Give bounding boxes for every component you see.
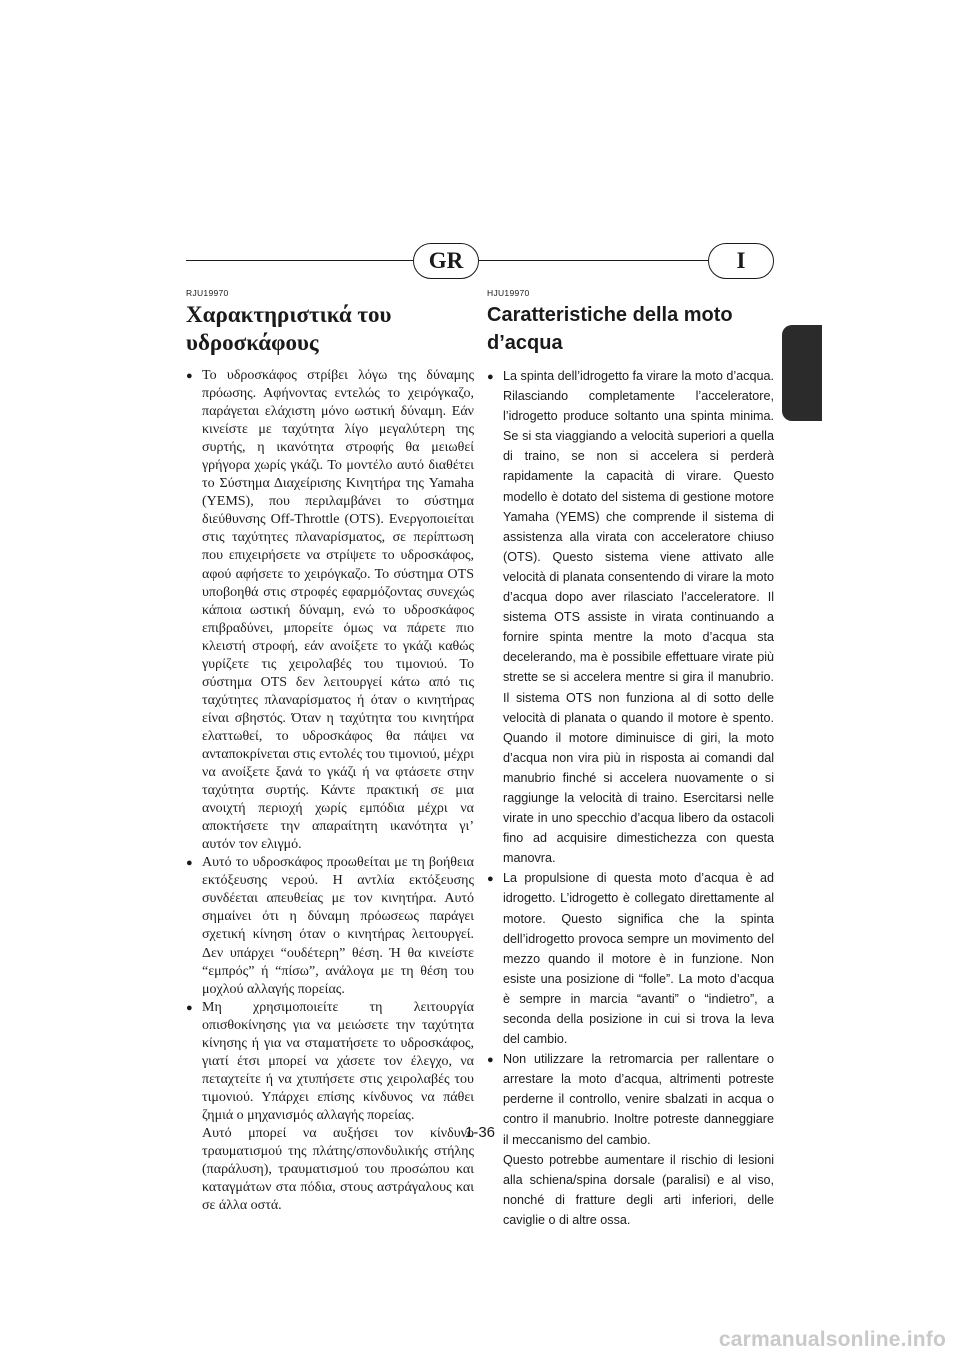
language-badge-i: I xyxy=(708,243,774,279)
section-title-line: Caratteristiche della moto xyxy=(487,304,733,326)
bullet-icon: ● xyxy=(487,873,494,886)
greek-column xyxy=(186,288,474,1215)
section-tab xyxy=(782,325,822,421)
section-title-line: Χαρακτηριστικά του xyxy=(186,302,392,327)
bullet-item xyxy=(487,868,774,1049)
bullet-item xyxy=(186,854,474,998)
bullet-item xyxy=(186,367,474,854)
section-code: HJU19970 xyxy=(487,288,530,298)
bullet-item xyxy=(186,999,474,1216)
bullet-icon: ● xyxy=(487,371,494,383)
bullet-icon: ● xyxy=(186,370,193,382)
bullet-text: Μη χρησιμοποιείτε τη λειτουργία οπισθοκίνησης για να μειώσετε την ταχύτητα κίνησης ή για να σταματήσετε το υδροσκάφος, γιατί έτσι μπορεί να χάσετε τον έλεγχο, να πεταχτείτε ή να χτυπήσετε στις χειρολαβές του τιμονιού. Υπάρχει επίσης κίνδυνος να πάθει ζημιά ο μηχανισμός αλλαγής πορείας. xyxy=(202,999,474,1123)
bullet-continuation: Questo potrebbe aumentare il rischio di lesioni alla schiena/spina dorsale (paralisi) e al viso, nonché di fratture degli arti inferiori, delle caviglie o di altre ossa. xyxy=(503,1152,774,1227)
watermark: carmanualsonline.info xyxy=(718,1328,946,1351)
bullet-icon: ● xyxy=(487,1054,494,1067)
bullet-text: Non utilizzare la retromarcia per rallentare o arrestare la moto d’acqua, altrimenti potreste perderne il controllo, venire sbalzati in acqua o contro il manubrio. Inoltre potreste danneggiare il meccanismo del cambio. xyxy=(503,1052,774,1147)
section-title-line: d’acqua xyxy=(487,332,563,354)
bullet-text: Το υδροσκάφος στρίβει λόγω της δύναμης πρόωσης. Αφήνοντας εντελώς το χειρόγκαζο, παράγεται ελάχιστη μόνο ωστική δύναμη. Εάν κινείστε με ταχύτητα λίγο μεγαλύτερη της συρτής, η ικανότητα στροφής θα μειωθεί γρήγορα χωρίς γκάζι. Το μοντέλο αυτό διαθέτει το Σύστημα Διαχείρισης Κινητήρα της Yamaha (YEMS), που περιλαμβάνει το σύστημα διεύθυνσης Off-Throttle (OTS). Ενεργοποιείται στις ταχύτητες πλαναρίσματος, σε περίπτωση που επιχειρήσετε να στρίψετε το υδροσκάφος, αφού αφήσετε το χειρόγκαζο. Το σύστημα OTS υποβοηθά στις στροφές εφαρμόζοντας συνεχώς κάποια ωστική δύναμη, ενώ το υδροσκάφος επιβραδύνει, μπορείτε όμως να πάρετε πιο κλειστή στροφή, εάν ανοίξετε το γκάζι καθώς γυρίζετε τις χειρολαβές του τιμονιού. Το σύστημα OTS δεν λειτουργεί κάτω από τις ταχύτητες πλαναρίσματος ή όταν ο κινητήρας είναι σβηστός. Όταν η ταχύτητα του κινητήρα ελαττωθεί, το υδροσκάφος θα πάψει να ανταποκρίνεται στις εντολές του τιμονιού, μέχρι να ανοίξετε ξανά το γκάζι ή να φτάσετε στην ταχύτητα συρτής. Κάντε πρακτική σε μια ανοιχτή περιοχή χωρίς εμπόδια μέχρι να αποκτήσετε την απαραίτητη ικανότητα γι’ αυτόν τον ελιγμό. xyxy=(202,368,474,853)
italian-column xyxy=(487,288,774,1230)
page-number: 1-36 xyxy=(464,1124,496,1141)
bullet-icon: ● xyxy=(186,1001,193,1014)
bullet-item xyxy=(487,366,774,868)
bullet-text: Αυτό το υδροσκάφος προωθείται με τη βοήθεια εκτόξευσης νερού. Η αντλία εκτόξευσης συνδέεται απευθείας με τον κινητήρα. Αυτό σημαίνει ότι η δύναμη πρόωσεως παράγει σχετική κίνηση όταν ο κινητήρας λειτουργεί. Δεν υπάρχει “ουδέτερη” θέση. Ή θα κινείστε “εμπρός” ή “πίσω”, ανάλογα με τη θέση του μοχλού αλλαγής πορείας. xyxy=(202,855,474,997)
section-code: RJU19970 xyxy=(186,288,229,298)
header-rule xyxy=(186,260,413,261)
header-rule xyxy=(479,260,708,261)
language-badge-gr: GR xyxy=(413,243,479,279)
section-title xyxy=(487,301,774,357)
bullet-icon: ● xyxy=(186,857,193,870)
section-title xyxy=(186,301,474,357)
bullet-continuation: Αυτό μπορεί να αυξήσει τον κίνδυνο τραυματισμού της πλάτης/σπονδυλικής στήλης (παράλυση), τραυματισμού του προσώπου και καταγμάτων στα πόδια, στους αστράγαλους και σε άλλα οστά. xyxy=(202,1125,474,1214)
section-title-line: υδροσκάφους xyxy=(186,330,319,355)
bullet-text: La spinta dell’idrogetto fa virare la moto d’acqua. Rilasciando completamente l’acceleratore, l’idrogetto produce soltanto una spinta minima. Se si sta viaggiando a velocità superiori a quella di traino, se non si accelera si perderà rapidamente la capacità di virare. Questo modello è dotato del sistema di gestione motore Yamaha (YEMS) che comprende il sistema di assistenza alla virata con acceleratore chiuso (OTS). Questo sistema viene attivato alle velocità di planata consentendo di virare la moto d’acqua dopo aver rilasciato l’acceleratore. Il sistema OTS assiste in virata continuando a fornire spinta mentre la moto d’acqua sta decelerando, ma è possibile effettuare virate più strette se si accelera mentre si gira il manubrio. Il sistema OTS non funziona al di sotto delle velocità di planata o quando il motore è spento. Quando il motore diminuisce di giri, la moto d’acqua non vira più in risposta ai comandi dal manubrio finché si accelera nuovamente o si raggiunge la velocità di traino. Esercitarsi nelle virate in uno specchio d’acqua libero da ostacoli fino ad acquisire dimestichezza con questa manovra. xyxy=(503,369,774,866)
bullet-text: La propulsione di questa moto d’acqua è ad idrogetto. L’idrogetto è collegato direttamente al motore. Questo significa che la spinta dell’idrogetto provoca sempre un movimento del mezzo quando il motore è in funzione. Non esiste una posizione di “folle”. La moto d’acqua è sempre in marcia “avanti” o “indietro”, a seconda della posizione in cui si trova la leva del cambio. xyxy=(503,871,774,1047)
